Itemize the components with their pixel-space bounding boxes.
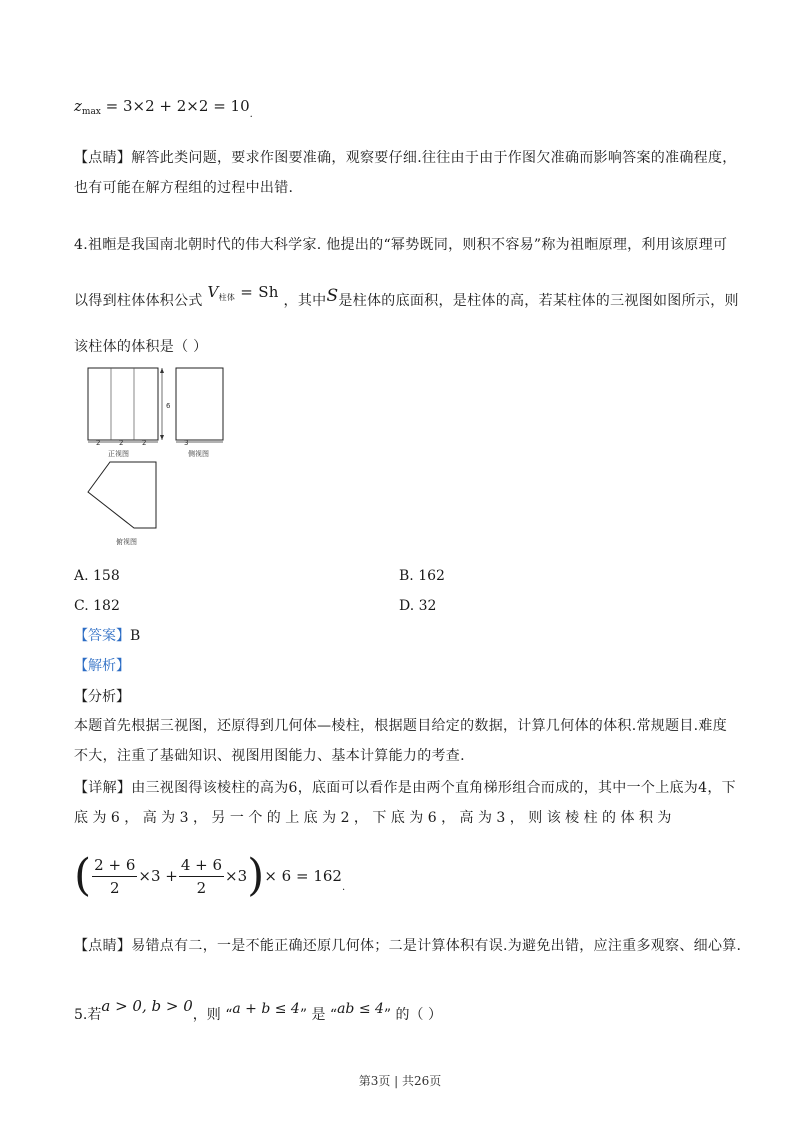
- front-dim-2: 2: [119, 439, 124, 447]
- front-dim-3: 2: [142, 439, 147, 447]
- comment-paragraph-1: 【点睛】解答此类问题，要求作图要准确，观察要仔细.往往由于由于作图欠准确而影响答案的准确程度，: [74, 150, 737, 166]
- answer-line: [74, 626, 140, 646]
- q4-stem-line2: 以得到柱体体积公式 $V_{柱体} = Sh$ ，其中S是柱体的底面积，是柱体的高，若某柱体的三视图如图所示，则: [74, 283, 739, 309]
- comment-tag: 【点睛】: [74, 150, 132, 166]
- page-footer: 第3页 | 共26页: [358, 1074, 442, 1088]
- top-view-label: 俯视图: [116, 538, 137, 546]
- front-view-label: 正视图: [108, 450, 129, 458]
- option-b[interactable]: B. 162: [399, 568, 445, 584]
- volume-formula: $V_{柱体} = Sh$: [207, 283, 279, 302]
- side-dim: 3: [184, 439, 189, 447]
- top-view: [88, 462, 156, 546]
- comment-tag-2: 【点睛】: [74, 938, 132, 954]
- three-view-figure: [80, 362, 240, 546]
- volume-calculation: ( $\frac{2 + 6}{2}$ ×3 + $\frac{4 + 6}{2}$ $\times 3)\times 6 = 162_.$: [74, 850, 346, 901]
- answer-value: B: [130, 628, 141, 644]
- fenxi-tag: 【分析】: [74, 689, 130, 705]
- analysis-tag: 【解析】: [74, 658, 130, 674]
- side-view-label: 侧视图: [188, 450, 209, 458]
- option-c[interactable]: C. 182: [74, 598, 120, 614]
- front-view: [88, 368, 171, 458]
- comment-paragraph-2: 【点睛】易错点有二，一是不能正确还原几何体；二是计算体积有误.为避免出错，应注重多观察、细心算.: [74, 938, 742, 954]
- front-dim-1: 2: [96, 439, 101, 447]
- detail-line2: 底 为 6 ， 高 为 3 ， 另 一 个 的 上 底 为 2 ， 下 底 为 6 ， 高 为 3 ， 则 该 棱 柱 的 体 积 为: [74, 810, 672, 826]
- option-a[interactable]: A. 158: [74, 568, 120, 584]
- option-d[interactable]: D. 32: [399, 598, 437, 614]
- side-view: [176, 368, 223, 458]
- detail-tag: 【详解】: [74, 780, 132, 796]
- answer-tag: 【答案】: [74, 628, 130, 644]
- fenxi-line1: 本题首先根据三视图，还原得到几何体—棱柱，根据题目给定的数据，计算几何体的体积.常规题目.难度: [74, 718, 727, 734]
- q4-stem-line3: 该柱体的体积是（ ）: [74, 339, 208, 355]
- q4-stem-line1: 4.祖暅是我国南北朝时代的伟大科学家. 他提出的“幂势既同，则积不容易”称为祖暅原理，利用该原理可: [74, 237, 728, 253]
- comment-paragraph-1-cont: 也有可能在解方程组的过程中出错.: [74, 180, 294, 196]
- q5-stem: 5.若a > 0, b > 0，则 “a + b ≤ 4” 是 “ab ≤ 4” 的（ ）: [74, 997, 442, 1023]
- height-dim-label: 6: [166, 402, 171, 410]
- fenxi-line2: 不大，注重了基础知识、视图用图能力、基本计算能力的考查.: [74, 748, 465, 764]
- zmax-formula: $z_{max} = 3\times 2 + 2\times 2 = 10_.$: [74, 97, 253, 120]
- detail-line1: 【详解】由三视图得该棱柱的高为6，底面可以看作是由两个直角梯形组合而成的，其中一个上底为4，下: [74, 780, 736, 796]
